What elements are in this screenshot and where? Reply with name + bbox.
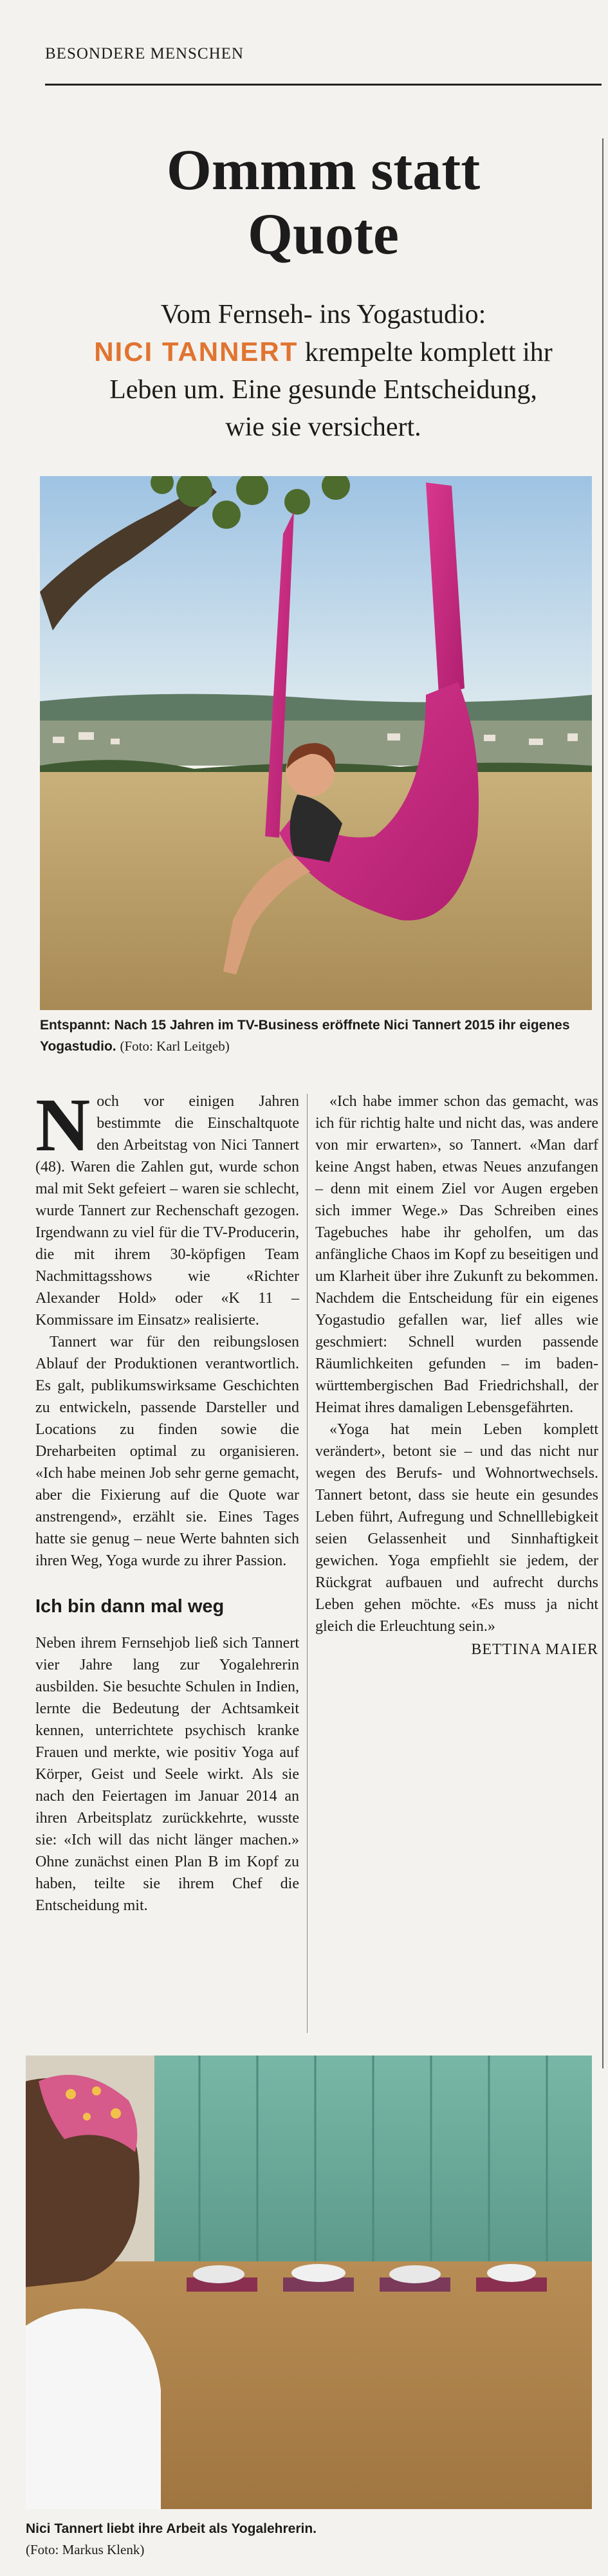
drop-cap: N — [35, 1083, 91, 1167]
column-divider — [307, 1094, 308, 2033]
photo1-credit: (Foto: Karl Leitgeb) — [120, 1038, 230, 1054]
paragraph-1 — [35, 1083, 299, 1331]
subheadline — [45, 296, 602, 446]
sky — [40, 476, 592, 708]
rubric-divider — [45, 84, 602, 86]
page-edge-rule — [602, 138, 603, 2068]
article-subheading: Ich bin dann mal weg — [35, 1596, 225, 1617]
subhead-line-1: Vom Fernseh- ins Yogastudio: — [160, 300, 486, 329]
paragraph-1-text: och vor einigen Jahren bestimmte die Einschaltquote den Arbeitstag von Nici Tannert (48). Waren die Zahlen gut, wurde schon mal mit Sekt gefeiert – waren sie schlecht, wurde Tannert zur Rechenschaft gezogen. Irgendwann zu viel für die TV-Producerin, die mit ihrem 30-köpfigen Team Nachmittagsshows wie «Richter Alexander Hold» oder «K 11 – Kommissare im Einsatz» realisierte. — [35, 1093, 299, 1329]
headline — [45, 138, 602, 267]
photo2-caption — [26, 2519, 592, 2561]
article-column-2 — [315, 1090, 598, 1661]
section-rubric: BESONDERE MENSCHEN — [45, 45, 244, 62]
photo2-caption-text: Nici Tannert liebt ihre Arbeit als Yogalehrerin. — [26, 2521, 317, 2536]
photo1-caption — [40, 1015, 592, 1057]
paragraph-5: «Yoga hat mein Leben komplett verändert», betont sie – und das nicht nur wegen des Berufs- und Wohnortwechsels. Tannert betont, dass sie heute ein gesundes Leben führt, Aufregung und Schnelllebigkeit seien Gelassenheit und Sinnhaftigkeit gewichen. Yoga empfiehlt sie jedem, der Rückgrat aufbauen und aufrecht durchs Leben gehen möchte. «Es muss ja nicht gleich die Erleuchtung sein.» — [315, 1421, 598, 1635]
subhead-line-4: wie sie versichert. — [225, 412, 421, 442]
yoga-class-illustration — [26, 2056, 592, 2509]
teacher-body — [26, 2308, 161, 2509]
paragraph-2: Tannert war für den reibungslosen Ablauf der Produktionen verantwortlich. Es galt, publikumswirksame Geschichten zu entwickeln, passende Darsteller und Locations zu finden sowie die Dreharbeiten optimal zu organisieren. «Ich habe meinen Job sehr gerne gemacht, aber die Fixierung auf die Quote war anstrengend», erzählt sie. Eines Tages hatte sie genug – neue Werte bahnten sich ihren Weg, Yoga wurde zu ihrer Passion. — [35, 1334, 299, 1569]
headline-line-1: Ommm statt — [166, 138, 481, 202]
aerial-yoga-illustration — [40, 476, 592, 1010]
photo-yoga-class — [26, 2056, 592, 2509]
headline-line-2: Quote — [248, 203, 399, 266]
photo2-credit: (Foto: Markus Klenk) — [26, 2542, 145, 2557]
paragraph-3: Neben ihrem Fernsehjob ließ sich Tannert vier Jahre lang zur Yogalehrerin ausbilden. Sie besuchte Schulen in Indien, lernte die Bedeutung der Achtsamkeit kennen, unterrichtete psychisch kranke Frauen und merkte, wie positiv Yoga auf Körper, Geist und Seele wirkt. Als sie nach den Feiertagen im Januar 2014 an ihren Arbeitsplatz zurückkehrte, wusste sie: «Ich will das nicht länger machen.» Ohne zunächst einen Plan B im Kopf zu haben, teilte sie ihrem Chef die Entscheidung mit. — [35, 1635, 299, 1914]
subhead-line-2: krempelte komplett ihr — [298, 338, 553, 367]
photo1-caption-text: Entspannt: Nach 15 Jahren im TV-Business eröffnete Nici Tannert 2015 ihr eigenes Yogastudio. — [40, 1018, 570, 1054]
subhead-name: NICI TANNERT — [94, 336, 299, 367]
paragraph-4: «Ich habe immer schon das gemacht, was ich für richtig halte und nicht das, was andere von mir erwarten», so Tannert. «Man darf keine Angst haben, etwas Neues anzufangen – denn mit einem Ziel vor Augen ergeben sich immer Wege.» Das Schreiben eines Tagebuches habe ihr geholfen, um das anfängliche Chaos im Kopf zu beseitigen und um Klarheit über ihre Zukunft zu bekommen. Nachdem die Entscheidung für ein eigenes Yogastudio gefallen war, lief alles wie geschmiert: Schnell wurden passende Räumlichkeiten gefunden – im baden-württembergischen Bad Friedrichshall, der Heimat ihres damaligen Lebensgefährten. — [315, 1093, 598, 1416]
photo-aerial-yoga — [40, 476, 592, 1010]
article-column-1 — [35, 1083, 299, 1917]
subhead-line-3: Leben um. Eine gesunde Entscheidung, — [109, 375, 537, 405]
author-byline: BETTINA MAIER — [471, 1641, 598, 1658]
